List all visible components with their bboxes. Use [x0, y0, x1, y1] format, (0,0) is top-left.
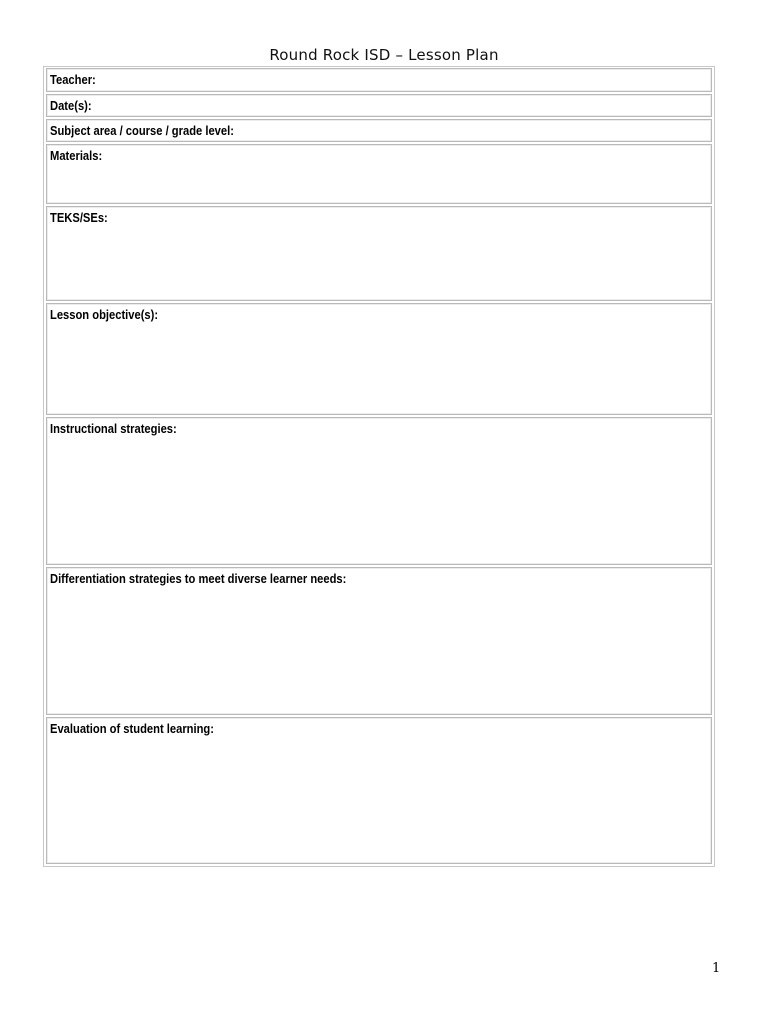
subject-area-field[interactable]	[46, 119, 712, 142]
instructional-strategies-field[interactable]	[46, 417, 712, 565]
teks-label: TEKS/SEs:	[50, 210, 108, 225]
page-title: Round Rock ISD – Lesson Plan	[269, 46, 499, 64]
dates-field[interactable]	[46, 94, 712, 117]
teks-field[interactable]	[46, 206, 712, 301]
evaluation-label: Evaluation of student learning:	[50, 721, 214, 736]
materials-field[interactable]	[46, 144, 712, 204]
teacher-label: Teacher:	[50, 72, 96, 87]
lesson-plan-form	[43, 66, 715, 867]
teacher-field[interactable]	[46, 68, 712, 92]
lesson-objectives-label: Lesson objective(s):	[50, 307, 159, 322]
instructional-strategies-label: Instructional strategies:	[50, 421, 177, 436]
differentiation-strategies-field[interactable]	[46, 567, 712, 715]
lesson-objectives-field[interactable]	[46, 303, 712, 415]
materials-label: Materials:	[50, 148, 103, 163]
dates-label: Date(s):	[50, 98, 92, 113]
page-number: 1	[712, 961, 721, 976]
subject-area-label: Subject area / course / grade level:	[50, 123, 234, 138]
evaluation-field[interactable]	[46, 717, 712, 864]
differentiation-strategies-label: Differentiation strategies to meet diverse learner needs:	[50, 571, 347, 586]
